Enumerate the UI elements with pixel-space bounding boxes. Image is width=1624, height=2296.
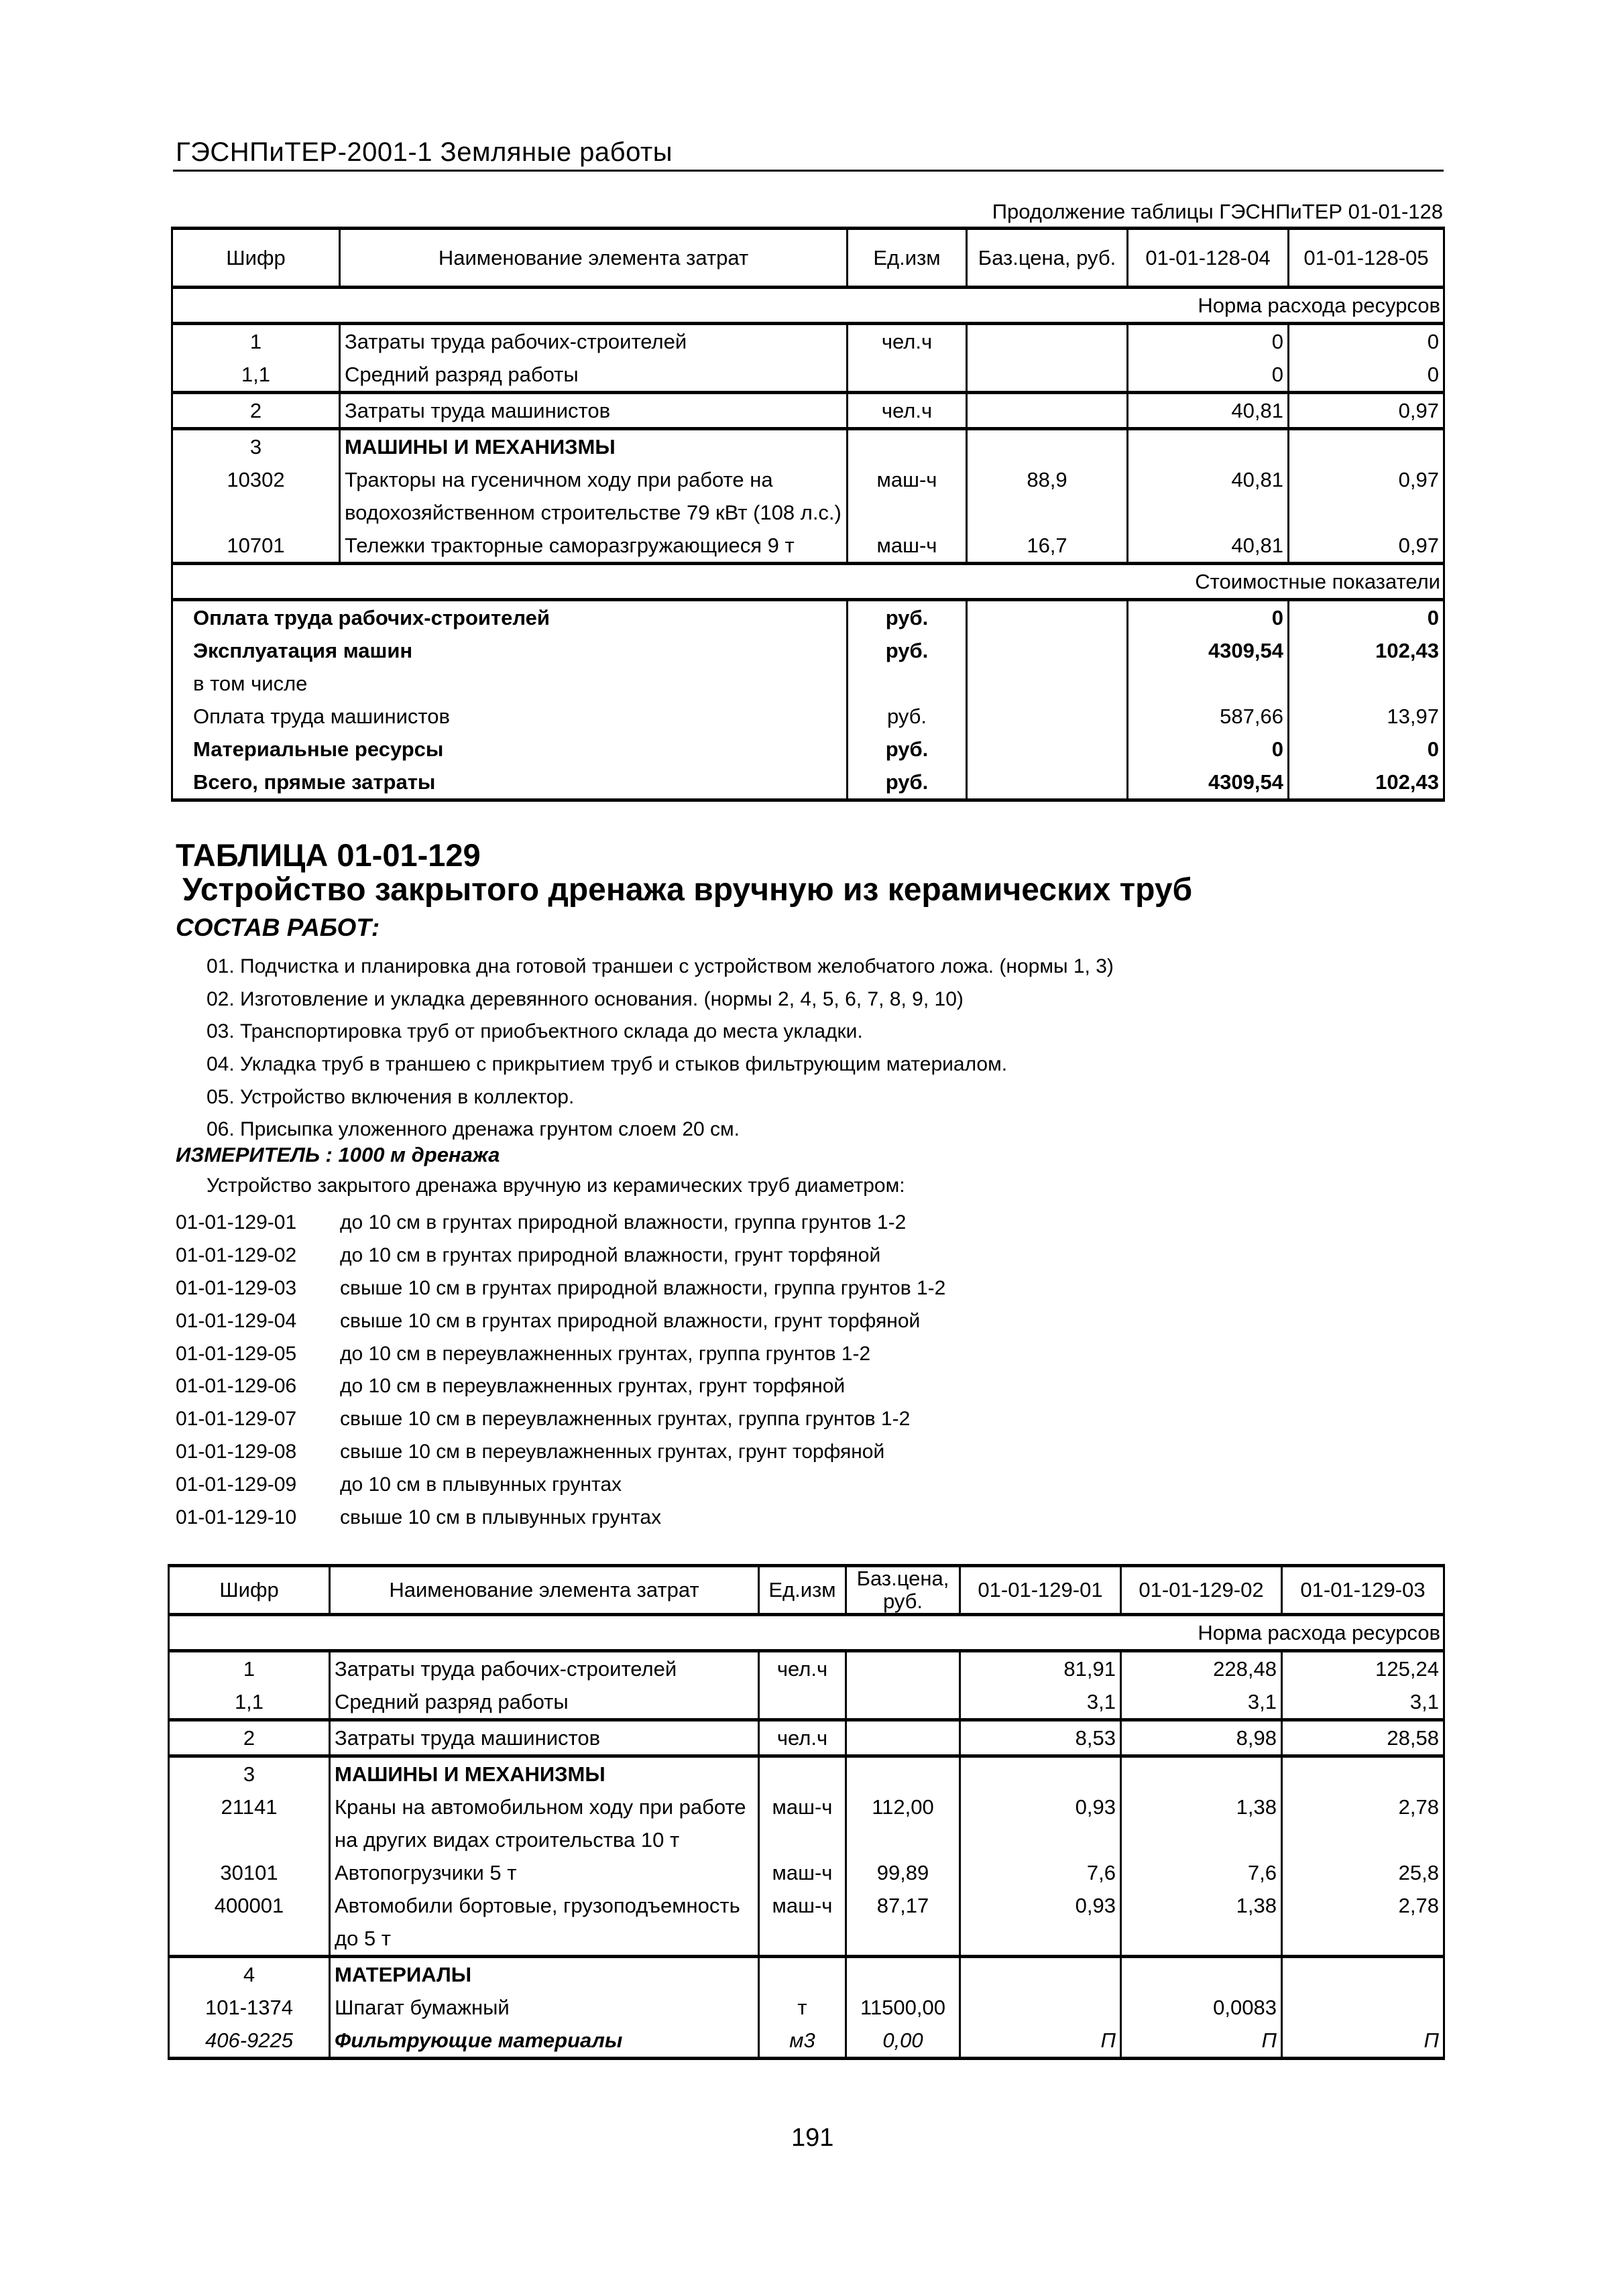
cell-code: 1,1 bbox=[169, 1685, 330, 1720]
variant-text: свыше 10 см в переувлажненных грунтах, группа грунтов 1-2 bbox=[340, 1408, 911, 1431]
cell-name: Фильтрующие материалы bbox=[330, 2024, 759, 2059]
running-title: ГЭСНПиТЕР-2001-1 Земляные работы bbox=[176, 137, 673, 167]
variant-item bbox=[176, 1403, 945, 1436]
cell-price bbox=[846, 1957, 960, 1992]
cell-code: 400001 bbox=[169, 1889, 330, 1957]
cost-name: Оплата труда рабочих-строителей bbox=[172, 600, 848, 635]
cell-unit bbox=[759, 1957, 846, 1992]
variant-code: 01-01-129-03 bbox=[176, 1276, 297, 1299]
cell-value: 0 bbox=[1128, 358, 1289, 393]
works-item: 03. Транспортировка труб от приобъектного склада до места укладки. bbox=[207, 1020, 863, 1043]
table-row bbox=[169, 1685, 1444, 1720]
table-row bbox=[169, 1856, 1444, 1889]
cell-value: 40,81 bbox=[1128, 393, 1289, 429]
column-header-variant-03: 01-01-129-03 bbox=[1282, 1566, 1444, 1615]
cost-row bbox=[172, 700, 1444, 733]
table-01-01-129 bbox=[168, 1564, 1445, 2060]
cell-value: 228,48 bbox=[1121, 1651, 1282, 1686]
column-header-price: Баз.цена, руб. bbox=[846, 1566, 960, 1615]
cost-name: Всего, прямые затраты bbox=[172, 766, 848, 800]
cell-value: 3,1 bbox=[960, 1685, 1121, 1720]
column-header-unit: Ед.изм bbox=[848, 229, 967, 288]
cell-code: 10302 bbox=[172, 463, 340, 529]
cell-value bbox=[1121, 1756, 1282, 1791]
cell-price bbox=[846, 1756, 960, 1791]
cell-price: 99,89 bbox=[846, 1856, 960, 1889]
cell-unit bbox=[848, 358, 967, 393]
variants-list bbox=[176, 1207, 945, 1534]
column-header-code: Шифр bbox=[169, 1566, 330, 1615]
table-row bbox=[172, 463, 1444, 529]
variant-text: до 10 см в грунтах природной влажности, грунт торфяной bbox=[340, 1244, 881, 1266]
cell-value: П bbox=[1282, 2024, 1444, 2059]
works-item: 05. Устройство включения в коллектор. bbox=[207, 1085, 575, 1108]
cell-name: Тракторы на гусеничном ходу при работе на водохозяйственном строительстве 79 кВт (108 л.с.) bbox=[340, 463, 848, 529]
cell-unit: м3 bbox=[759, 2024, 846, 2059]
cell-value bbox=[1282, 1756, 1444, 1791]
cell-value: 40,81 bbox=[1128, 529, 1289, 564]
cell-code: 4 bbox=[169, 1957, 330, 1992]
cell-code: 406-9225 bbox=[169, 2024, 330, 2059]
variant-code: 01-01-129-05 bbox=[176, 1342, 297, 1365]
variant-item bbox=[176, 1338, 945, 1371]
cell-code: 1 bbox=[172, 324, 340, 359]
variant-text: до 10 см в плывунных грунтах bbox=[340, 1473, 622, 1496]
cell-value bbox=[1128, 429, 1289, 464]
variant-code: 01-01-129-07 bbox=[176, 1408, 297, 1431]
table-row-group-heading bbox=[169, 1756, 1444, 1791]
table-header-row bbox=[169, 1566, 1444, 1615]
cost-row bbox=[172, 733, 1444, 766]
cell-value: 125,24 bbox=[1282, 1651, 1444, 1686]
cell-unit bbox=[759, 1756, 846, 1791]
cell-value: 7,6 bbox=[960, 1856, 1121, 1889]
cell-value: 0,93 bbox=[960, 1889, 1121, 1957]
cell-value: 0,93 bbox=[960, 1791, 1121, 1856]
column-header-unit: Ед.изм bbox=[759, 1566, 846, 1615]
cell-price bbox=[846, 1651, 960, 1686]
cell-price: 0,00 bbox=[846, 2024, 960, 2059]
variant-code: 01-01-129-04 bbox=[176, 1309, 297, 1332]
table-subtitle: Устройство закрытого дренажа вручную из керамических труб bbox=[182, 872, 1193, 908]
cell-value: 3,1 bbox=[1121, 1685, 1282, 1720]
table-row bbox=[169, 1651, 1444, 1686]
cell-price: 87,17 bbox=[846, 1889, 960, 1957]
cost-value: 0 bbox=[1128, 600, 1289, 635]
cell-price: 16,7 bbox=[967, 529, 1128, 564]
cost-unit: руб. bbox=[848, 700, 967, 733]
cell-name: Затраты труда рабочих-строителей bbox=[330, 1651, 759, 1686]
cell-code: 21141 bbox=[169, 1791, 330, 1856]
works-item: 01. Подчистка и планировка дна готовой траншеи с устройством желобчатого ложа. (нормы 1, 3) bbox=[207, 955, 1114, 977]
variants-intro: Устройство закрытого дренажа вручную из керамических труб диаметром: bbox=[207, 1174, 905, 1197]
table-row-group-heading bbox=[172, 429, 1444, 464]
table-row bbox=[169, 1889, 1444, 1957]
table-row bbox=[172, 324, 1444, 359]
variant-item bbox=[176, 1240, 945, 1272]
cost-row bbox=[172, 667, 1444, 700]
cell-unit: чел.ч bbox=[759, 1651, 846, 1686]
cost-value bbox=[1289, 667, 1444, 700]
cell-value: 1,38 bbox=[1121, 1889, 1282, 1957]
cost-value: 4309,54 bbox=[1128, 766, 1289, 800]
cell-price: 112,00 bbox=[846, 1791, 960, 1856]
cost-unit: руб. bbox=[848, 634, 967, 667]
variant-code: 01-01-129-06 bbox=[176, 1375, 297, 1398]
variant-text: свыше 10 см в грунтах природной влажности, группа грунтов 1-2 bbox=[340, 1276, 946, 1299]
cell-name: МАТЕРИАЛЫ bbox=[330, 1957, 759, 1992]
variant-text: свыше 10 см в грунтах природной влажности, грунт торфяной bbox=[340, 1309, 921, 1332]
variant-text: свыше 10 см в плывунных грунтах bbox=[340, 1506, 662, 1529]
cell-value bbox=[960, 1756, 1121, 1791]
cost-unit: руб. bbox=[848, 733, 967, 766]
cost-unit: руб. bbox=[848, 600, 967, 635]
cell-unit: маш-ч bbox=[759, 1856, 846, 1889]
cell-code: 10701 bbox=[172, 529, 340, 564]
variant-item bbox=[176, 1305, 945, 1338]
cost-price bbox=[967, 600, 1128, 635]
variant-code: 01-01-129-08 bbox=[176, 1441, 297, 1463]
cost-row bbox=[172, 600, 1444, 635]
cost-value: 13,97 bbox=[1289, 700, 1444, 733]
cell-value: 40,81 bbox=[1128, 463, 1289, 529]
cell-code: 1,1 bbox=[172, 358, 340, 393]
cost-row bbox=[172, 634, 1444, 667]
cell-code: 3 bbox=[169, 1756, 330, 1791]
cell-value: 1,38 bbox=[1121, 1791, 1282, 1856]
cell-value: П bbox=[960, 2024, 1121, 2059]
table-row bbox=[172, 358, 1444, 393]
cell-unit bbox=[848, 429, 967, 464]
column-header-price: Баз.цена, руб. bbox=[967, 229, 1128, 288]
cell-value bbox=[960, 1991, 1121, 2024]
column-header-variant-01: 01-01-129-01 bbox=[960, 1566, 1121, 1615]
cell-value bbox=[960, 1957, 1121, 1992]
cell-unit: маш-ч bbox=[759, 1889, 846, 1957]
table-header-row bbox=[172, 229, 1444, 288]
cost-unit: руб. bbox=[848, 766, 967, 800]
cell-value: 0 bbox=[1289, 358, 1444, 393]
cell-name: Затраты труда машинистов bbox=[330, 1720, 759, 1756]
cell-name: МАШИНЫ И МЕХАНИЗМЫ bbox=[340, 429, 848, 464]
variant-item bbox=[176, 1207, 945, 1240]
variant-text: до 10 см в переувлажненных грунтах, группа грунтов 1-2 bbox=[340, 1342, 871, 1365]
column-header-name: Наименование элемента затрат bbox=[340, 229, 848, 288]
works-item: 04. Укладка труб в траншею с прикрытием труб и стыков фильтрующим материалом. bbox=[207, 1053, 1008, 1076]
variant-item bbox=[176, 1469, 945, 1502]
cell-name: Затраты труда рабочих-строителей bbox=[340, 324, 848, 359]
cell-value: П bbox=[1121, 2024, 1282, 2059]
works-item: 02. Изготовление и укладка деревянного основания. (нормы 2, 4, 5, 6, 7, 8, 9, 10) bbox=[207, 987, 964, 1010]
band-row-norms bbox=[169, 1615, 1444, 1651]
cell-price bbox=[846, 1720, 960, 1756]
measure-unit: ИЗМЕРИТЕЛЬ : 1000 м дренажа bbox=[176, 1143, 500, 1166]
cost-name: в том числе bbox=[172, 667, 848, 700]
cell-value: 2,78 bbox=[1282, 1889, 1444, 1957]
cell-value: 0,97 bbox=[1289, 529, 1444, 564]
table-row-group-heading bbox=[169, 1957, 1444, 1992]
cost-value: 0 bbox=[1289, 600, 1444, 635]
cost-price bbox=[967, 766, 1128, 800]
table-row bbox=[169, 1991, 1444, 2024]
cell-code: 2 bbox=[169, 1720, 330, 1756]
works-heading: СОСТАВ РАБОТ: bbox=[176, 914, 380, 941]
cell-price bbox=[967, 429, 1128, 464]
cell-value bbox=[1121, 1957, 1282, 1992]
cell-price bbox=[846, 1685, 960, 1720]
cell-name: Затраты труда машинистов bbox=[340, 393, 848, 429]
table-title: ТАБЛИЦА 01-01-129 bbox=[176, 837, 481, 873]
cost-value: 0 bbox=[1128, 733, 1289, 766]
band-label: Стоимостные показатели bbox=[172, 564, 1444, 600]
cell-code: 30101 bbox=[169, 1856, 330, 1889]
band-label: Норма расхода ресурсов bbox=[169, 1615, 1444, 1651]
cell-name: Автомобили бортовые, грузоподъемность до 5 т bbox=[330, 1889, 759, 1957]
column-header-variant-02: 01-01-129-02 bbox=[1121, 1566, 1282, 1615]
cell-code: 2 bbox=[172, 393, 340, 429]
cell-name: Краны на автомобильном ходу при работе на других видах строительства 10 т bbox=[330, 1791, 759, 1856]
cost-price bbox=[967, 667, 1128, 700]
cell-value: 81,91 bbox=[960, 1651, 1121, 1686]
variant-text: до 10 см в переувлажненных грунтах, грунт торфяной bbox=[340, 1375, 846, 1398]
cost-value: 102,43 bbox=[1289, 634, 1444, 667]
cell-unit: чел.ч bbox=[759, 1720, 846, 1756]
column-header-name: Наименование элемента затрат bbox=[330, 1566, 759, 1615]
cell-value: 3,1 bbox=[1282, 1685, 1444, 1720]
cell-value: 0,97 bbox=[1289, 393, 1444, 429]
cost-value: 587,66 bbox=[1128, 700, 1289, 733]
works-list bbox=[207, 951, 1114, 1146]
cell-value: 28,58 bbox=[1282, 1720, 1444, 1756]
column-header-variant-04: 01-01-128-04 bbox=[1128, 229, 1289, 288]
variant-code: 01-01-129-10 bbox=[176, 1506, 297, 1529]
cell-name: Средний разряд работы bbox=[330, 1685, 759, 1720]
variant-text: до 10 см в грунтах природной влажности, группа грунтов 1-2 bbox=[340, 1211, 907, 1233]
cost-name: Эксплуатация машин bbox=[172, 634, 848, 667]
cell-price: 88,9 bbox=[967, 463, 1128, 529]
cost-value bbox=[1128, 667, 1289, 700]
band-row-norms bbox=[172, 288, 1444, 324]
cost-name: Оплата труда машинистов bbox=[172, 700, 848, 733]
variant-item bbox=[176, 1502, 945, 1534]
cell-value bbox=[1282, 1991, 1444, 2024]
cell-name: Тележки тракторные саморазгружающиеся 9 т bbox=[340, 529, 848, 564]
variant-item bbox=[176, 1436, 945, 1469]
variant-text: свыше 10 см в переувлажненных грунтах, грунт торфяной bbox=[340, 1441, 885, 1463]
table-row bbox=[169, 2024, 1444, 2059]
cell-price bbox=[967, 393, 1128, 429]
continuation-note: Продолжение таблицы ГЭСНПиТЕР 01-01-128 bbox=[992, 200, 1443, 223]
cell-value: 7,6 bbox=[1121, 1856, 1282, 1889]
cell-unit bbox=[759, 1685, 846, 1720]
cost-value: 102,43 bbox=[1289, 766, 1444, 800]
cost-price bbox=[967, 634, 1128, 667]
cost-value: 0 bbox=[1289, 733, 1444, 766]
table-row bbox=[169, 1720, 1444, 1756]
cell-name: Шпагат бумажный bbox=[330, 1991, 759, 2024]
cell-name: МАШИНЫ И МЕХАНИЗМЫ bbox=[330, 1756, 759, 1791]
cell-unit: маш-ч bbox=[759, 1791, 846, 1856]
variant-code: 01-01-129-09 bbox=[176, 1473, 297, 1496]
cell-code: 1 bbox=[169, 1651, 330, 1686]
column-header-variant-05: 01-01-128-05 bbox=[1289, 229, 1444, 288]
works-item: 06. Присыпка уложенного дренажа грунтом слоем 20 см. bbox=[207, 1118, 740, 1141]
variant-item bbox=[176, 1370, 945, 1403]
cell-value bbox=[1282, 1957, 1444, 1992]
cost-value: 4309,54 bbox=[1128, 634, 1289, 667]
cell-unit: чел.ч bbox=[848, 324, 967, 359]
cell-value: 25,8 bbox=[1282, 1856, 1444, 1889]
cell-value: 8,98 bbox=[1121, 1720, 1282, 1756]
cell-code: 101-1374 bbox=[169, 1991, 330, 2024]
table-01-01-128 bbox=[171, 227, 1445, 802]
table-row bbox=[169, 1791, 1444, 1856]
cell-value: 0 bbox=[1128, 324, 1289, 359]
cell-value: 2,78 bbox=[1282, 1791, 1444, 1856]
cell-value: 0,0083 bbox=[1121, 1991, 1282, 2024]
cell-name: Средний разряд работы bbox=[340, 358, 848, 393]
cell-price: 11500,00 bbox=[846, 1991, 960, 2024]
table-row bbox=[172, 393, 1444, 429]
table-row bbox=[172, 529, 1444, 564]
cell-value bbox=[1289, 429, 1444, 464]
cell-value: 0,97 bbox=[1289, 463, 1444, 529]
variant-code: 01-01-129-01 bbox=[176, 1211, 297, 1233]
band-label: Норма расхода ресурсов bbox=[172, 288, 1444, 324]
cell-unit: чел.ч bbox=[848, 393, 967, 429]
cell-price bbox=[967, 324, 1128, 359]
cell-name: Автопогрузчики 5 т bbox=[330, 1856, 759, 1889]
cell-value: 0 bbox=[1289, 324, 1444, 359]
variant-code: 01-01-129-02 bbox=[176, 1244, 297, 1266]
header-divider bbox=[173, 170, 1444, 172]
cell-unit: маш-ч bbox=[848, 463, 967, 529]
page-number: 191 bbox=[791, 2124, 834, 2152]
cost-price bbox=[967, 733, 1128, 766]
column-header-code: Шифр bbox=[172, 229, 340, 288]
cell-code: 3 bbox=[172, 429, 340, 464]
band-row-costs bbox=[172, 564, 1444, 600]
cost-price bbox=[967, 700, 1128, 733]
cell-unit: т bbox=[759, 1991, 846, 2024]
cost-name: Материальные ресурсы bbox=[172, 733, 848, 766]
cost-unit bbox=[848, 667, 967, 700]
cell-value: 8,53 bbox=[960, 1720, 1121, 1756]
cell-unit: маш-ч bbox=[848, 529, 967, 564]
cost-row-total bbox=[172, 766, 1444, 800]
cell-price bbox=[967, 358, 1128, 393]
variant-item bbox=[176, 1272, 945, 1305]
